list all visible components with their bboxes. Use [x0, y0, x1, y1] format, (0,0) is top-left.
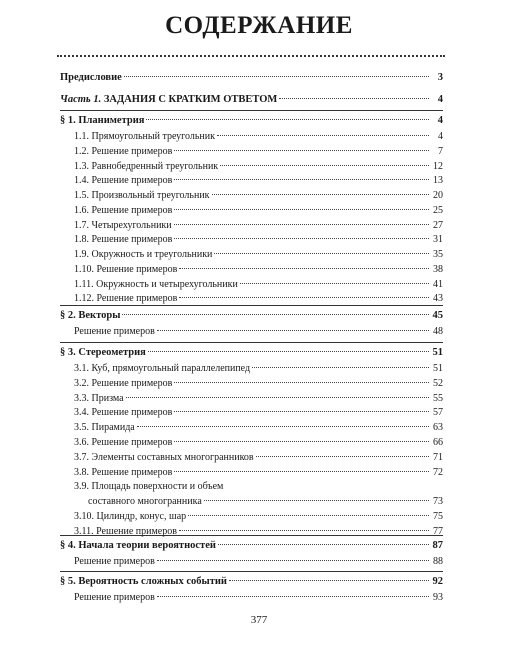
toc-item[interactable] [74, 203, 443, 218]
leader-dots [137, 426, 429, 427]
toc-label: § 5. Вероятность сложных событий [60, 576, 227, 587]
toc-item-page: 52 [433, 377, 443, 389]
toc-page: 92 [432, 576, 443, 587]
toc-item[interactable] [74, 524, 443, 539]
toc-item-label: 1.6. Решение примеров [74, 204, 173, 216]
toc-item[interactable] [74, 291, 443, 306]
section-divider [60, 110, 443, 111]
toc-item[interactable] [74, 129, 443, 144]
toc-page: 4 [437, 115, 443, 126]
toc-item-page: 27 [433, 219, 443, 231]
page-title: СОДЕРЖАНИЕ [165, 12, 353, 39]
leader-dots [174, 238, 429, 239]
toc-page: 87 [432, 540, 443, 551]
toc-item-label: 3.3. Призма [74, 392, 124, 404]
toc-item-label: 1.4. Решение примеров [74, 175, 173, 187]
leader-dots [157, 560, 429, 561]
toc-item-page: 43 [433, 293, 443, 305]
toc-item[interactable] [74, 554, 443, 569]
toc-item-page: 51 [433, 363, 443, 374]
leader-dots [188, 515, 429, 516]
toc-label: Предисловие [60, 72, 122, 83]
leader-dots [146, 119, 429, 120]
toc-item-label: 3.11. Решение примеров [74, 525, 177, 537]
toc-item[interactable] [74, 450, 443, 465]
toc-section-5[interactable] [60, 574, 443, 589]
toc-item-label: 3.5. Пирамида [74, 422, 135, 434]
toc-item-page: 41 [433, 278, 443, 290]
toc-item-page: 38 [433, 263, 443, 275]
toc-item-label: 3.6. Решение примеров [74, 437, 173, 448]
toc-item-label: 3.8. Решение примеров [74, 466, 173, 478]
toc-item-label: 1.5. Произвольный треугольник [74, 190, 210, 201]
section-divider [60, 535, 443, 536]
toc-item-page: 55 [433, 392, 443, 404]
toc-item[interactable] [74, 405, 443, 420]
toc-section-3[interactable] [60, 345, 443, 360]
leader-dots [122, 314, 429, 315]
leader-dots [212, 194, 429, 195]
toc-section-4[interactable] [60, 538, 443, 553]
toc-item-label: 1.3. Равнобедренный треугольник [74, 160, 219, 172]
toc-item-page: 66 [433, 437, 443, 448]
toc-item[interactable] [74, 391, 443, 406]
toc-page: 51 [432, 347, 443, 358]
top-divider [57, 55, 445, 57]
part-title: ЗАДАНИЯ С КРАТКИМ ОТВЕТОМ [103, 94, 278, 105]
toc-item[interactable] [74, 247, 443, 262]
leader-dots [279, 98, 429, 99]
toc-item[interactable] [74, 324, 443, 339]
leader-dots [174, 411, 429, 412]
leader-dots [157, 596, 429, 597]
toc-label: § 4. Начала теории вероятностей [60, 540, 216, 551]
toc-item-page: 75 [433, 511, 443, 522]
toc-page: 3 [437, 72, 443, 83]
toc-item-page: 48 [433, 326, 443, 337]
toc-item-page: 88 [433, 556, 443, 567]
toc-item[interactable] [74, 361, 443, 376]
toc-item-label: 1.9. Окружность и треугольники [74, 249, 213, 260]
toc-item-label: 1.8. Решение примеров [74, 234, 173, 246]
toc-item[interactable] [74, 188, 443, 203]
toc-item[interactable] [74, 420, 443, 435]
toc-item[interactable] [74, 144, 443, 159]
section-divider [60, 305, 443, 306]
toc-item-label: 3.10. Цилиндр, конус, шар [74, 511, 187, 522]
toc-item[interactable] [74, 376, 443, 391]
toc-item-page: 72 [433, 466, 443, 478]
toc-item-page: 73 [433, 496, 443, 508]
leader-dots [229, 580, 429, 581]
toc-item-label: 1.11. Окружность и четырехугольники [74, 278, 238, 290]
toc-item[interactable] [74, 232, 443, 247]
part-prefix: Часть 1. [60, 94, 102, 105]
toc-page: 45 [432, 310, 443, 321]
toc-item-page: 71 [433, 451, 443, 463]
leader-dots [220, 165, 429, 166]
toc-label: § 3. Стереометрия [60, 347, 146, 358]
toc-item-page: 31 [433, 234, 443, 246]
toc-entry-preface[interactable] [60, 70, 443, 85]
toc-item-page: 93 [433, 592, 443, 603]
leader-dots [252, 367, 429, 368]
toc-item-label: Решение примеров [74, 556, 155, 567]
toc-item-label: Решение примеров [74, 326, 155, 337]
toc-item-label: 3.4. Решение примеров [74, 407, 173, 419]
toc-item-label: 1.12. Решение примеров [74, 293, 178, 305]
toc-item[interactable] [74, 590, 443, 605]
toc-item-page: 35 [433, 249, 443, 260]
page-number: 377 [250, 614, 268, 626]
leader-dots [179, 530, 429, 531]
leader-dots [157, 330, 429, 331]
toc-section-1[interactable] [60, 113, 443, 128]
leader-dots [174, 150, 429, 151]
leader-dots [174, 441, 429, 442]
toc-page: 4 [437, 94, 443, 105]
toc-item-page: 57 [433, 407, 443, 419]
toc-label [60, 92, 277, 107]
toc-item-label: 3.2. Решение примеров [74, 377, 173, 389]
toc-item-page: 13 [433, 175, 443, 187]
toc-section-2[interactable] [60, 308, 443, 323]
toc-item[interactable] [74, 173, 443, 188]
leader-dots [218, 544, 429, 545]
leader-dots [179, 297, 429, 298]
toc-item-label: 3.7. Элементы составных многогранников [74, 451, 254, 463]
leader-dots [174, 179, 429, 180]
toc-label: § 2. Векторы [60, 310, 121, 321]
leader-dots [174, 471, 429, 472]
toc-item[interactable] [74, 262, 443, 277]
leader-dots [174, 224, 429, 225]
toc-item-label: Решение примеров [74, 592, 155, 603]
toc-item[interactable] [74, 509, 443, 524]
toc-item-label: 1.1. Прямоугольный треугольник [74, 131, 215, 142]
leader-dots [179, 268, 429, 269]
toc-label: § 1. Планиметрия [60, 115, 145, 126]
toc-item[interactable] [74, 479, 443, 494]
toc-item[interactable] [74, 277, 443, 292]
toc-entry-part1[interactable] [60, 92, 443, 107]
section-divider [60, 571, 443, 572]
toc-item[interactable] [74, 218, 443, 233]
toc-item-page: 7 [438, 145, 443, 157]
toc-item-page: 12 [433, 160, 443, 172]
toc-item[interactable] [88, 494, 443, 509]
toc-item[interactable] [74, 159, 443, 174]
toc-item-page: 4 [438, 131, 443, 142]
leader-dots [148, 351, 429, 352]
toc-item-label: составного многогранника [88, 496, 202, 508]
toc-item[interactable] [74, 465, 443, 480]
leader-dots [214, 253, 429, 254]
toc-item-label: 1.7. Четырехугольники [74, 219, 172, 231]
toc-item[interactable] [74, 435, 443, 450]
leader-dots [204, 500, 429, 501]
leader-dots [217, 135, 429, 136]
leader-dots [256, 456, 429, 457]
leader-dots [126, 397, 429, 398]
leader-dots [240, 283, 429, 284]
section-divider [60, 342, 443, 343]
toc-item-page: 25 [433, 204, 443, 216]
toc-item-page: 63 [433, 422, 443, 434]
toc-item-page: 77 [433, 525, 443, 537]
toc-item-label: 1.10. Решение примеров [74, 263, 178, 275]
toc-item-page: 20 [433, 190, 443, 201]
leader-dots [174, 209, 429, 210]
toc-item-label: 3.1. Куб, прямоугольный параллелепипед [74, 363, 251, 374]
leader-dots [124, 76, 429, 77]
leader-dots [174, 382, 429, 383]
toc-item-label: 1.2. Решение примеров [74, 145, 173, 157]
toc-item-label: 3.9. Площадь поверхности и объем [74, 481, 224, 493]
